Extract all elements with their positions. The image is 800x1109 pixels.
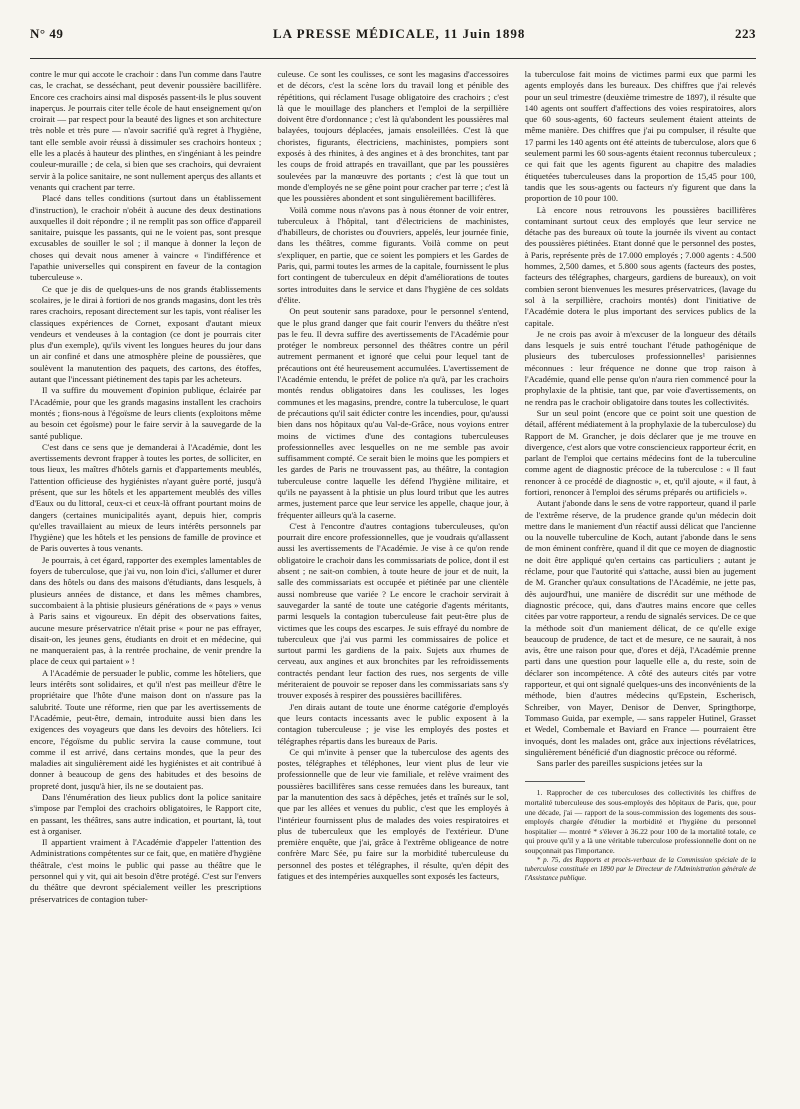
paragraph: Sans parler des pareilles suspicions jetées sur la: [536, 758, 703, 769]
page-number: 223: [735, 26, 756, 41]
column-right: [525, 69, 756, 1109]
footnote-source: * p. 75, des Rapports et procès-verbaux de la Commission spéciale de la tuberculose constituée en 1890 par le Directeur de l'Administration générale de l'Assistance publique.: [524, 855, 756, 882]
footnote-rule: [525, 781, 585, 782]
paragraph: On peut soutenir sans paradoxe, pour le personnel s'entend, que le plus grand danger que fait courir l'envers du théâtre n'est pas le feu. Il devra suffire des avertissements de l'Académie pour protéger le nombreux personnel des théâtres contre un péril autrement permanent et ignoré que celui pour lequel tant de précautions ont été heureusement accumulées. L'avertissement de l'Académie entendu, le préfet de police n'a qu'à, par les crachoirs montés rendus obligatoires dans les coulisses, les loges communes et les magasins, prendre, contre la tuberculose, le quart de précautions qu'il sait édicter contre les incendies, pour, qu'aussi bien dans nos hôpitaux qu'au Val-de-Grâce, nous voyions entrer moins de victimes d'une des contagions tuberculeuses professionnelles avec lesquelles on ne me semble pas avoir suffisamment compté. Ce serait bien le moins que les pompiers et les gardes de Paris ne trouvassent pas, au théâtre, la contagion tuberculeuse contre laquelle les défend l'hygiène militaire, et qu'ils ne payassent à la phtisie un plus lourd tribut que les autres armes, justement parce que leur service les appelle, chaque jour, à fréquenter ailleurs qu'à la caserne.: [277, 306, 509, 520]
paragraph: Autant j'abonde dans le sens de votre rapporteur, quand il parle de l'extrême réserve, de la prudence grande qu'un médecin doit mettre dans le maniement d'un réactif aussi délicat que l'ancienne ou la nouvelle tuberculine de Koch, autant j'abonde dans le sens de mon éminent confrère, quand il dit que ce moyen de diagnostic ne doit être appliqué qu'en certains cas particuliers ; autant je réclame, pour que l'autorité qui s'attache, aussi bien au jugement de M. Grancher qu'aux consultations de l'Académie, ne jette pas, dès aujourd'hui, une manière de discrédit sur une méthode de diagnostic précoce, qui, dans d'autres mains encore que celles citées par votre rapporteur, a rendu de signalés services. De ce que la méthode soit d'un maniement délicat, de ce qu'elle exige beaucoup de prudence, de tact et de mesure, ce ne saurait, à nos avis, être une raison pour que, d'ores et déjà, l'Académie prenne parti dans une question pour laquelle elle a, du reste, soin de déclarer son incompétence. A côté des auteurs cités par votre rapporteur, et qui ont signalé quelques-uns des inconvénients de la méthode, bien d'autres médecins qu'Epstein, Escherisch, Schreiber, von Mayer, Denisor de Denver, Springthorpe, Tommaso Guida, par exemple, — sans rappeler Hutinel, Grasset et Wedel, Combemale et Baviard en France — pourraient être invoqués, dont les malades ont, grâce aux injections révélatrices, singulièrement bénéficié d'un diagnostic précoce ou réformé.: [524, 498, 756, 757]
paragraph: Là encore nous retrouvons les poussières bacillifères contaminant surtout ceux des employés que leur service ne détache pas des bureaux où toute la journée ils vivent au contact des poussières piétinées. Etant donné que le personnel des postes, à Paris, représente près de 17.000 employés ; 7.000 agents : 4.500 hommes, 2,500 dames, et 5.800 sous agents (facteurs des postes, facteurs des télégraphes, chargeurs, gardiens de bureaux), on voit combien seront bienvenues les mesures préservatrices, (lavage du sol à la serpillière, crachoirs montés) dont l'initiative de l'Académie dotera le plus important des services publics de la capitale.: [524, 204, 756, 328]
page-header: [30, 26, 756, 52]
paragraph: Je ne crois pas avoir à m'excuser de la longueur des détails dans lesquels je suis entré touchant l'étude pathogénique de plusieurs des tuberculoses professionnelles¹ parisiennes méconnues : leur fréquence ne donne que trop raison à l'Académie, quand elle pense qu'on n'aura rien commencé pour la prophylaxie de la phtisie, tant que, par voie d'avertissements, on ne rendra pas le crachoir obligatoire dans toutes les collectivités.: [524, 328, 756, 407]
paragraph: culeuse. Ce sont les coulisses, ce sont les magasins d'accessoires et de décors, c'est la scène lors du travail long et pénible des répétitions, qui réclament l'usage obligatoire des crachoirs ; c'est là que le mouillage des planchers et l'emploi de la serpillière doivent être d'ordonnance ; c'est là qu'abondent les poussières mal balayées, toujours déplacées, jamais ensoleillées. C'est là que choristes, figurants, électriciens, machinistes, pompiers sont exposés à des rhinites, à des angines et à des bronchites, tant par les coups de froid attrapés en travaillant, que par les poussières soulevées par la manœuvre des portants ; c'est là que tout un monde d'employés ne se gêne point pour cracher par terre ; c'est là que les poussières abondent et sont singulièrement bacillifères.: [277, 69, 509, 204]
column-middle: [277, 69, 508, 1109]
paragraph: C'est dans ce sens que je demanderai à l'Académie, dont les avertissements devront frapper à toutes les portes, de solliciter, en tous lieux, les maîtres d'hôtels garnis et d'appartements meublés, l'attention officieuse des hygiénistes n'ayant guère porté, jusqu'à présent, que sur les hôtels et les appartement meublés des villes d'Eaux ou du littoral, ceux-ci et ceux-là offrant pourtant moins de dangers (certaines municipalités ayant, depuis hier, compris qu'elles travaillaient au mieux de leurs intérêts personnels par l'hygiène) que les hôtels et les pensions de famille de province et de Paris ouvertes à tous venants.: [30, 441, 262, 554]
paragraph: Dans l'énumération des lieux publics dont la police sanitaire s'impose par l'emploi des crachoirs obligatoires, le Rapport cite, en passant, les théâtres, sans autre indication, et pourtant, là, tout est à organiser.: [30, 792, 262, 836]
paragraph: J'en dirais autant de toute une énorme catégorie d'employés que leurs contacts incessants avec le public exposent à la contagion tuberculeuse ; je vise les employés des postes et télégraphes répartis dans les bureaux de Paris.: [277, 701, 509, 746]
text-columns: [30, 69, 756, 1109]
paragraph: Ce qui m'invite à penser que la tuberculose des agents des postes, télégraphes et téléphones, leur vient plus de leur vie professionnelle que de leur vie familiale, et relève vraiment des poussières bacillifères sans cesse remuées dans les bureaux, tant par la manutention des sacs à dépêches, jetés et traînés sur le sol, que par les allées et venues du public, c'est que les employés à l'intérieur fournissent plus de malades des voies respiratoires et plus de tuberculeux que les employés de l'extérieur. D'une première enquête, que j'ai, grâce à l'extrême obligeance de notre confrère Marc Sée, pu faire sur la morbidité tuberculeuse du personnel des postes et télégraphes, il résulte, qu'en dépit des fatigues et des intempéries auxquelles sont exposés les facteurs,: [277, 746, 509, 882]
paragraph: C'est à l'encontre d'autres contagions tuberculeuses, qu'on pourrait dire encore professionnelles, que je voudrais qu'allassent aussi les avertissements de l'Académie. Je vise à ce qu'on rende obligatoire le crachoir dans les commissariats de police, dont il est absent ; ne sait-on combien, à toute heure de jour et de nuit, la salle des commissariats est occupée et piétinée par une clientèle aussi nombreuse que variée ? Le encore le crachoir servirait à sauvegarder la santé de toute une catégorie d'agents méritants, parmi lesquels la contagion tuberculeuse fait peut-être plus de victimes que les coups des escarpes. Je suis effrayé du nombre de tuberculeux que j'ai vus parmi les commissaires de police et surtout parmi les gardiens de la paix. Sujets aux rhumes de cerveau, aux angines et aux bronchites par les refroidissements contractés pendant leur faction des rues, nos sergents de ville mériteraient de pouvoir se reposer dans les commissariats sans s'y trouver exposés à respirer des poussières bacillifères.: [277, 520, 509, 701]
issue-number: N° 49: [30, 26, 64, 41]
paragraph: Voilà comme nous n'avons pas à nous étonner de voir entrer, tuberculeux à l'hôpital, tant d'électriciens de machinistes, d'habilleurs, de choristes ou d'ouvriers, appelés, leur journée finie, dans les théâtres, comme figurants. Voilà comme on peut s'expliquer, en partie, que ce soient les pompiers et les Gardes de Paris, qui, parmi toutes les armes de la capitale, fournissent le plus fort contingent de tuberculeux en dépit d'améliorations de toutes sortes introduites dans le service et dans l'hygiène de ces soldats d'élite.: [277, 204, 509, 305]
paragraph: Ce que je dis de quelques-uns de nos grands établissements scolaires, je le dirai à fortiori de nos grands magasins, dont les très rares crachoirs, reposant directement sur les tapis, vont réaliser les classiques expériences de Cornet, exposant d'autant mieux vendeurs et vendeuses à la contagion (ce dont je pourrais citer plus d'un exemple), qu'ils vivent les longues heures du jour dans un air confiné et dans une atmosphère pleine de poussières, que soulèvent la manutention des paquets, des cartons, des étoffes, autant que l'incessant piétinement des tapis par les acheteurs.: [30, 283, 262, 385]
column-right-body: [525, 69, 756, 769]
column-left: [30, 69, 261, 1109]
paragraph: la tuberculose fait moins de victimes parmi eux que parmi les agents employés dans les bureaux. Des chiffres que j'ai relevés pour un seul trimestre (deuxième trimestre de 1897), il résulte que 140 agents ont souffert d'affections des voies respiratoires, alors que 60 sous-agents, 60 facteurs seulement étaient atteints de même manière. Des chiffres que j'ai pu compulser, il résulte que 17 parmi les 140 agents ont été atteints de tuberculose, alors que 6 seulement parmi les 60 sous-agents étaient reconnus tuberculeux ; ce qui fait que les agents figurent au chapitre des maladies étiquetées tuberculeuses dans la proportion de 15,45 pour 100, tandis que les sous-agents ou facteurs n'y figurent que dans la proportion de 10 pour 100.: [524, 69, 756, 204]
paragraph: Je pourrais, à cet égard, rapporter des exemples lamentables de foyers de tuberculose, que j'ai vu, non loin d'ici, s'allumer et durer dans des hôtels ou dans des maisons d'étudiants, dans lesquels, à plusieurs années de distance, et dans les mêmes chambres, succombaient à la phtisie plusieurs générations de « pays » venus à Paris sains et vigoureux. En dépit des observations faites, aucune mesure préservatrice n'était prise « pour ne pas effrayer, disait-on, les jeunes gens, étudiants en droit et en médecine, qui ne manqueraient pas, à la rentrée prochaine, de venir prendre la place de ceux qui partaient » !: [30, 554, 262, 667]
paragraph: contre le mur qui accote le crachoir : dans l'un comme dans l'autre cas, le crachat, se desséchant, peut devenir poussière bacillifère. Encore ces crachoirs ainsi mal disposés passent-ils le plus souvent inaperçus. Je pourrais citer telle école de haut enseignement qu'on croirait — par respect pour la beauté des lignes et son architecture très noble et très pure — n'avoir sacrifié qu'à regret à l'hygiène, tant elle semble avoir réussi à dissimuler ses crachoirs honteux ; elle les a placés à hauteur des plinthes, en s'ingéniant à les peindre couleur-muraille ; de cela, si bien que ses crachoirs, qui devraient servir à la police sanitaire, ne sont nullement aperçus des allants et venants qui crachent par terre.: [30, 69, 262, 192]
paragraph: Il va suffire du mouvement d'opinion publique, éclairée par l'Académie, pour que les grands magasins installent les crachoirs montés ; fions-nous à l'égoïsme de leurs clients (exploitons même au besoin cet égoïsme) pour le faire servir à la sauvegarde de la santé publique.: [30, 385, 262, 441]
paragraph: A l'Académie de persuader le public, comme les hôteliers, que leurs intérêts sont solidaires, et qu'il n'est pas meilleur d'être le propriétaire que l'hôte d'une maison dont on n'assure pas la salubrité. Toute une réforme, rien que par les avertissements de l'Académie, peut-être, demain, introduite aussi bien dans les exigences des voyageurs que dans les devoirs des hôteliers. Ici encore, l'égoïsme du public servira la cause commune, tout comme il est arrivé, dans certains mondes, que la peur des maladies ait singulièrement aidé les hygiénistes et ait contribué à donner à beaucoup de gens des habitudes et des besoins de propreté dont, jusqu'à hier, ils ne se doutaient pas.: [30, 667, 262, 791]
journal-title: LA PRESSE MÉDICALE, 11 Juin 1898: [273, 26, 526, 41]
paragraph: Sur un seul point (encore que ce point soit une question de détail, afférent médiatement à la prophylaxie de la tuberculose) du Rapport de M. Grancher, je dois déclarer que je me trouve en divergence, c'est alors que votre consciencieux rapporteur écrit, en parlant de l'emploi que certains médecins font de la tuberculine comme agent de diagnostic précoce de la tuberculose : « Il faut renoncer à ce procédé de diagnostic », et, qu'il ajoute, « il faut, à fortiori, renoncer à l'emploi des sérums préparés ou artificiels ».: [524, 407, 756, 497]
header-rule: [30, 58, 756, 59]
paragraph: Il appartient vraiment à l'Académie d'appeler l'attention des Administrations compétentes sur ce fait, que, en matière d'hygiène théâtrale, c'est moins le public qui passe au théâtre que le personnel qui y vit, qui ait besoin d'être protégé. C'est sur l'envers du théâtre que devront spécialement veiller les prescriptions préservatrices de contagion tuber-: [30, 837, 262, 904]
paragraph: Placé dans telles conditions (surtout dans un établissement d'instruction), le crachoir n'obéit à aucune des deux destinations auxquelles il doit répondre ; il ne remplit pas son office d'appareil sanitaire, puisque les passants, qui ne le voient pas, sont presque excusables de souiller le sol ; il manque à donner la leçon de choses qui devait nous amener à vaincre « l'indifférence et l'apathie universelles qui conspirent en faveur de la contagion tuberculeuse ».: [30, 193, 262, 283]
footnote: 1. Rapprocher de ces tuberculoses des collectivités les chiffres de mortalité tuberculeuse des sous-employés des hôpitaux de Paris, que, pour une décade, j'ai — rapport de la sous-commission des logements des sous-employés chargée d'étudier la morbidité et l'hygiène du personnel hospitalier — montré * s'élever à 36.22 pour 100 de la mortalité totale, ce qui prouve qu'il y a là une véritable tuberculose professionnelle dont on ne soupçonnait pas l'importance.: [524, 788, 756, 855]
